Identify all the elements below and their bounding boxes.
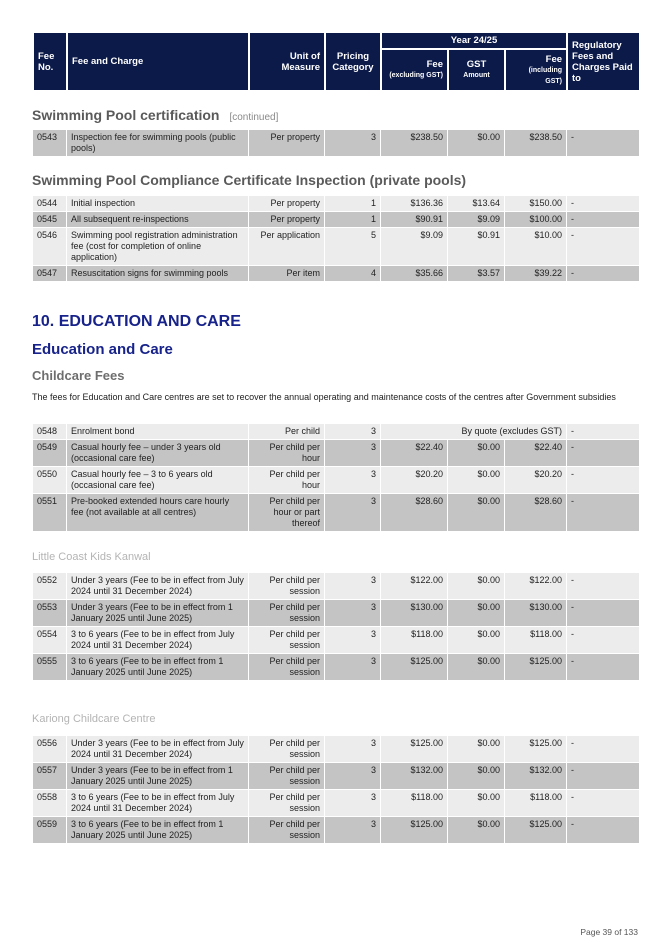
fee-description: Enrolment bond: [67, 424, 249, 440]
fee-excluding-gst: $118.00: [381, 627, 448, 654]
fee-excluding-gst: $118.00: [381, 790, 448, 817]
table-row: [33, 440, 640, 467]
header-gst: [448, 49, 505, 91]
table-row: [33, 424, 640, 440]
gst-amount: $0.91: [448, 228, 505, 266]
pricing-category: 3: [325, 467, 381, 494]
fee-excluding-gst: $90.91: [381, 212, 448, 228]
header-fee-excl: [381, 49, 448, 91]
regulatory-fee: -: [567, 600, 640, 627]
fee-description: Under 3 years (Fee to be in effect from July 2024 until 31 December 2024): [67, 736, 249, 763]
regulatory-fee: -: [567, 790, 640, 817]
fee-description: Swimming pool registration administration fee (cost for completion of online application): [67, 228, 249, 266]
header-fee-label: Fee: [426, 59, 443, 70]
regulatory-fee: -: [567, 736, 640, 763]
table-row: [33, 790, 640, 817]
fee-including-gst: $238.50: [505, 130, 567, 157]
gst-amount: $3.57: [448, 266, 505, 282]
continued-label: [continued]: [229, 112, 279, 123]
header-excl-label: (excluding GST): [389, 72, 443, 79]
unit-of-measure: Per child per session: [249, 600, 325, 627]
by-quote-note: By quote (excludes GST): [381, 424, 567, 440]
fee-number: 0545: [33, 212, 67, 228]
fee-description: Casual hourly fee – under 3 years old (occasional care fee): [67, 440, 249, 467]
header-gst-label: GST: [466, 59, 487, 70]
fee-number: 0547: [33, 266, 67, 282]
regulatory-fee: -: [567, 763, 640, 790]
pricing-category: 5: [325, 228, 381, 266]
section-pool-certification-title: Swimming Pool certification: [32, 107, 220, 123]
table-pool-compliance: [32, 195, 640, 282]
section-pool-certification: [32, 107, 278, 123]
fee-description: Initial inspection: [67, 196, 249, 212]
fee-description: Under 3 years (Fee to be in effect from July 2024 until 31 December 2024): [67, 573, 249, 600]
regulatory-fee: -: [567, 467, 640, 494]
fee-including-gst: $130.00: [505, 600, 567, 627]
pricing-category: 1: [325, 212, 381, 228]
fee-including-gst: $118.00: [505, 627, 567, 654]
gst-amount: $13.64: [448, 196, 505, 212]
pricing-category: 3: [325, 654, 381, 681]
fee-number: 0552: [33, 573, 67, 600]
regulatory-fee: -: [567, 573, 640, 600]
pricing-category: 3: [325, 440, 381, 467]
fee-number: 0549: [33, 440, 67, 467]
pricing-category: 3: [325, 736, 381, 763]
header-unit-of-measure: Unit of Measure: [249, 32, 325, 91]
pricing-category: 3: [325, 494, 381, 532]
fee-number: 0544: [33, 196, 67, 212]
table-row: [33, 627, 640, 654]
gst-amount: $9.09: [448, 212, 505, 228]
section-pool-compliance: Swimming Pool Compliance Certificate Inspection (private pools): [32, 172, 467, 188]
unit-of-measure: Per child per session: [249, 627, 325, 654]
fee-number: 0550: [33, 467, 67, 494]
header-fee-incl: [505, 49, 567, 91]
fee-excluding-gst: $20.20: [381, 467, 448, 494]
fee-including-gst: $132.00: [505, 763, 567, 790]
unit-of-measure: Per child per session: [249, 573, 325, 600]
regulatory-fee: -: [567, 817, 640, 844]
fee-including-gst: $100.00: [505, 212, 567, 228]
table-row: [33, 763, 640, 790]
header-pricing-category: Pricing Category: [325, 32, 381, 91]
fee-number: 0546: [33, 228, 67, 266]
fee-excluding-gst: $35.66: [381, 266, 448, 282]
gst-amount: $0.00: [448, 790, 505, 817]
header-fee2-label: Fee: [545, 53, 563, 65]
pricing-category: 3: [325, 763, 381, 790]
fee-number: 0557: [33, 763, 67, 790]
table-row: [33, 130, 640, 157]
pricing-category: 3: [325, 627, 381, 654]
fee-including-gst: $125.00: [505, 736, 567, 763]
fee-description: Inspection fee for swimming pools (public pools): [67, 130, 249, 157]
gst-amount: $0.00: [448, 817, 505, 844]
fee-excluding-gst: $136.36: [381, 196, 448, 212]
fee-description: Pre-booked extended hours care hourly fee (not available at all centres): [67, 494, 249, 532]
pricing-category: 3: [325, 817, 381, 844]
fee-excluding-gst: $22.40: [381, 440, 448, 467]
table-row: [33, 817, 640, 844]
unit-of-measure: Per item: [249, 266, 325, 282]
table-row: [33, 494, 640, 532]
regulatory-fee: -: [567, 494, 640, 532]
fee-description: 3 to 6 years (Fee to be in effect from July 2024 until 31 December 2024): [67, 790, 249, 817]
gst-amount: $0.00: [448, 573, 505, 600]
table-row: [33, 228, 640, 266]
fee-description: Casual hourly fee – 3 to 6 years old (occasional care fee): [67, 467, 249, 494]
section-education-sub: Education and Care: [32, 341, 173, 358]
fee-excluding-gst: $9.09: [381, 228, 448, 266]
fee-excluding-gst: $125.00: [381, 817, 448, 844]
pricing-category: 3: [325, 573, 381, 600]
fee-excluding-gst: $122.00: [381, 573, 448, 600]
fee-description: Under 3 years (Fee to be in effect from 1 January 2025 until June 2025): [67, 763, 249, 790]
table-childcare-fees: [32, 423, 640, 532]
fee-description: 3 to 6 years (Fee to be in effect from 1 January 2025 until June 2025): [67, 817, 249, 844]
fee-excluding-gst: $125.00: [381, 654, 448, 681]
fee-number: 0558: [33, 790, 67, 817]
pricing-category: 3: [325, 600, 381, 627]
fee-number: 0554: [33, 627, 67, 654]
gst-amount: $0.00: [448, 654, 505, 681]
fee-table-header: [32, 31, 641, 92]
fee-including-gst: $125.00: [505, 654, 567, 681]
table-pool-certification: [32, 129, 640, 157]
table-row: [33, 573, 640, 600]
header-gst-amount-label: Amount: [463, 72, 490, 79]
fee-number: 0548: [33, 424, 67, 440]
fee-description: Resuscitation signs for swimming pools: [67, 266, 249, 282]
pricing-category: 4: [325, 266, 381, 282]
section-childcare-fees: Childcare Fees: [32, 368, 125, 383]
fee-including-gst: $20.20: [505, 467, 567, 494]
gst-amount: $0.00: [448, 736, 505, 763]
fee-number: 0543: [33, 130, 67, 157]
fee-number: 0551: [33, 494, 67, 532]
page-number: Page 39 of 133: [580, 927, 638, 937]
pricing-category: 1: [325, 196, 381, 212]
regulatory-fee: -: [567, 424, 640, 440]
unit-of-measure: Per child per hour or part thereof: [249, 494, 325, 532]
gst-amount: $0.00: [448, 494, 505, 532]
fee-including-gst: $150.00: [505, 196, 567, 212]
fee-number: 0556: [33, 736, 67, 763]
gst-amount: $0.00: [448, 763, 505, 790]
fee-including-gst: $28.60: [505, 494, 567, 532]
table-row: [33, 736, 640, 763]
header-year: Year 24/25: [381, 32, 567, 49]
table-little-coast-kids: [32, 572, 640, 681]
unit-of-measure: Per property: [249, 212, 325, 228]
table-row: [33, 654, 640, 681]
regulatory-fee: -: [567, 212, 640, 228]
fee-excluding-gst: $132.00: [381, 763, 448, 790]
regulatory-fee: -: [567, 266, 640, 282]
fee-description: Under 3 years (Fee to be in effect from 1 January 2025 until June 2025): [67, 600, 249, 627]
regulatory-fee: -: [567, 228, 640, 266]
section-education-heading: 10. EDUCATION AND CARE: [32, 313, 241, 330]
section-little-coast-kids: Little Coast Kids Kanwal: [32, 551, 151, 563]
gst-amount: $0.00: [448, 600, 505, 627]
unit-of-measure: Per child per session: [249, 654, 325, 681]
fee-including-gst: $10.00: [505, 228, 567, 266]
regulatory-fee: -: [567, 654, 640, 681]
table-row: [33, 266, 640, 282]
section-kariong: Kariong Childcare Centre: [32, 713, 156, 725]
table-row: [33, 196, 640, 212]
gst-amount: $0.00: [448, 467, 505, 494]
fee-including-gst: $125.00: [505, 817, 567, 844]
header-regulatory: Regulatory Fees and Charges Paid to: [567, 32, 640, 91]
regulatory-fee: -: [567, 130, 640, 157]
fee-excluding-gst: $238.50: [381, 130, 448, 157]
table-row: [33, 212, 640, 228]
unit-of-measure: Per child per session: [249, 790, 325, 817]
gst-amount: $0.00: [448, 627, 505, 654]
unit-of-measure: Per child per session: [249, 736, 325, 763]
fee-excluding-gst: $130.00: [381, 600, 448, 627]
fee-including-gst: $22.40: [505, 440, 567, 467]
header-fee-and-charge: Fee and Charge: [67, 32, 249, 91]
gst-amount: $0.00: [448, 440, 505, 467]
unit-of-measure: Per application: [249, 228, 325, 266]
table-row: [33, 600, 640, 627]
table-row: [33, 467, 640, 494]
header-fee-no: Fee No.: [33, 32, 67, 91]
table-kariong: [32, 735, 640, 844]
pricing-category: 3: [325, 130, 381, 157]
unit-of-measure: Per child: [249, 424, 325, 440]
gst-amount: $0.00: [448, 130, 505, 157]
fee-excluding-gst: $125.00: [381, 736, 448, 763]
unit-of-measure: Per child per session: [249, 763, 325, 790]
unit-of-measure: Per child per session: [249, 817, 325, 844]
fee-description: All subsequent re-inspections: [67, 212, 249, 228]
fee-including-gst: $118.00: [505, 790, 567, 817]
fee-number: 0559: [33, 817, 67, 844]
regulatory-fee: -: [567, 440, 640, 467]
fee-excluding-gst: $28.60: [381, 494, 448, 532]
fee-number: 0553: [33, 600, 67, 627]
fee-description: 3 to 6 years (Fee to be in effect from 1 January 2025 until June 2025): [67, 654, 249, 681]
unit-of-measure: Per child per hour: [249, 440, 325, 467]
unit-of-measure: Per property: [249, 130, 325, 157]
fee-description: 3 to 6 years (Fee to be in effect from July 2024 until 31 December 2024): [67, 627, 249, 654]
fee-number: 0555: [33, 654, 67, 681]
pricing-category: 3: [325, 424, 381, 440]
unit-of-measure: Per property: [249, 196, 325, 212]
fee-including-gst: $122.00: [505, 573, 567, 600]
pricing-category: 3: [325, 790, 381, 817]
regulatory-fee: -: [567, 627, 640, 654]
childcare-description: The fees for Education and Care centres are set to recover the annual operating and maintenance costs of the centres after Government subsidies: [32, 392, 616, 402]
fee-including-gst: $39.22: [505, 266, 567, 282]
header-incl-label: (including GST): [528, 66, 563, 85]
regulatory-fee: -: [567, 196, 640, 212]
unit-of-measure: Per child per hour: [249, 467, 325, 494]
